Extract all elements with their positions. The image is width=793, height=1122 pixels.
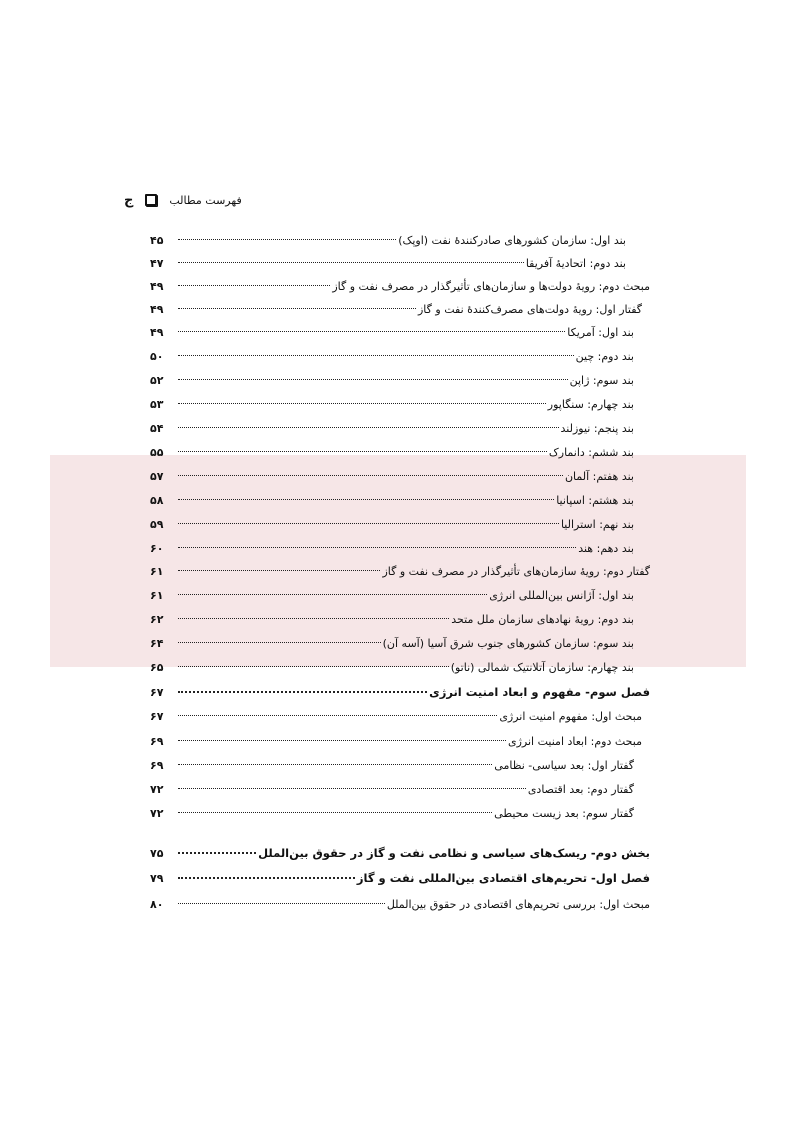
- page-letter: ج: [124, 192, 134, 208]
- leader-dots: [178, 370, 568, 380]
- toc-entry-title: بند چهارم: سنگاپور: [547, 397, 634, 411]
- toc-entry: [150, 230, 650, 250]
- toc-entry-title: فصل اول- تحریم‌های اقتصادی بین‌المللی نفت و گاز: [356, 871, 650, 885]
- toc-entry-title: مبحث اول: بررسی تحریم‌های اقتصادی در حقوق بین‌الملل: [386, 897, 650, 911]
- toc-part-entry: [150, 843, 650, 863]
- toc-entry: [150, 633, 650, 653]
- toc-entry-title: بخش دوم- ریسک‌های سیاسی و نظامی نفت و گاز در حقوق بین‌الملل: [258, 846, 650, 860]
- toc-entry: [150, 346, 650, 366]
- toc-entry-title: بند دوم: اتحادیۀ آفریقا: [525, 256, 626, 270]
- header-title: فهرست مطالب: [169, 193, 242, 207]
- leader-dots: [178, 299, 416, 309]
- toc-entry: [150, 322, 650, 342]
- toc-entry-title: گفتار سوم: بعد زیست محیطی: [494, 806, 634, 820]
- leader-dots: [178, 418, 559, 428]
- toc-entry-title: بند چهارم: سازمان آتلانتیک شمالی (ناتو): [450, 660, 634, 674]
- leader-dots: [178, 346, 574, 356]
- leader-dots: [178, 322, 565, 332]
- toc-page-number: ۴۹: [150, 279, 164, 293]
- leader-dots: [178, 466, 563, 476]
- leader-dots: [178, 868, 355, 879]
- leader-dots: [178, 633, 381, 643]
- toc-entry-title: گفتار اول: رویۀ دولت‌های مصرف‌کنندۀ نفت و گاز: [418, 302, 642, 316]
- toc-entry: [150, 561, 650, 581]
- toc-entry: [150, 514, 650, 534]
- leader-dots: [178, 843, 256, 854]
- toc-entry: [150, 803, 650, 823]
- toc-entry-title: بند ششم: دانمارک: [548, 445, 634, 459]
- toc-entry-title: گفتار دوم: بعد اقتصادی: [527, 782, 634, 796]
- leader-dots: [178, 561, 380, 571]
- toc-page-number: ۷۵: [150, 846, 164, 860]
- leader-dots: [178, 657, 449, 667]
- toc-entry-title: مبحث اول: مفهوم امنیت انرژی: [499, 709, 642, 723]
- leader-dots: [178, 538, 576, 548]
- leader-dots: [178, 682, 427, 693]
- toc-entry-title: بند هشتم: اسپانیا: [556, 493, 634, 507]
- toc-entry-title: مبحث دوم: ابعاد امنیت انرژی: [508, 734, 642, 748]
- toc-page-number: ۷۹: [150, 871, 164, 885]
- toc-page-number: ۸۰: [150, 897, 164, 911]
- toc-page-number: ۵۵: [150, 445, 164, 459]
- toc-page-number: ۶۷: [150, 685, 164, 699]
- toc-entry-title: بند اول: آژانس بین‌المللی انرژی: [489, 588, 634, 602]
- toc-page-number: ۶۹: [150, 758, 164, 772]
- leader-dots: [178, 755, 492, 765]
- leader-dots: [178, 394, 546, 404]
- toc-entry-title: مبحث دوم: رویۀ دولت‌ها و سازمان‌های تأثیرگذار در مصرف نفت و گاز: [332, 279, 650, 293]
- toc-page-number: ۵۸: [150, 493, 164, 507]
- toc-page-number: ۶۱: [150, 564, 164, 578]
- leader-dots: [178, 894, 385, 904]
- toc-entry-title: بند دهم: هند: [578, 541, 634, 555]
- toc-entry: [150, 779, 650, 799]
- toc-chapter-entry: [150, 868, 650, 888]
- toc-page-number: ۶۷: [150, 709, 164, 723]
- toc-entry: [150, 609, 650, 629]
- toc-entry: [150, 394, 650, 414]
- toc-entry: [150, 442, 650, 462]
- toc-entry: [150, 490, 650, 510]
- toc-chapter-entry: [150, 682, 650, 702]
- toc-page-number: ۶۲: [150, 612, 164, 626]
- toc-page-number: ۴۹: [150, 325, 164, 339]
- toc-page-number: ۵۰: [150, 349, 164, 363]
- toc-entry-title: گفتار اول: بعد سیاسی- نظامی: [494, 758, 634, 772]
- toc-entry-title: بند دوم: چین: [575, 349, 634, 363]
- toc-page-number: ۵۷: [150, 469, 164, 483]
- toc-entry-title: گفتار دوم: رویۀ سازمان‌های تأثیرگذار در مصرف نفت و گاز: [382, 564, 650, 578]
- leader-dots: [178, 253, 524, 263]
- toc-page-number: ۴۹: [150, 302, 164, 316]
- toc-entry: [150, 276, 650, 296]
- leader-dots: [178, 230, 396, 240]
- leader-dots: [178, 731, 506, 741]
- toc-entry: [150, 755, 650, 775]
- toc-entry: [150, 657, 650, 677]
- leader-dots: [178, 706, 497, 716]
- toc-page-number: ۴۷: [150, 256, 164, 270]
- leader-dots: [178, 490, 554, 500]
- leader-dots: [178, 514, 559, 524]
- leader-dots: [178, 803, 492, 813]
- toc-page-number: ۵۳: [150, 397, 164, 411]
- toc-entry-title: فصل سوم- مفهوم و ابعاد امنیت انرژی: [429, 685, 650, 699]
- toc-entry-title: بند سوم: سازمان کشورهای جنوب شرق آسیا (آسه آن): [382, 636, 634, 650]
- toc-entry-title: بند سوم: ژاپن: [569, 373, 634, 387]
- page-header: [120, 191, 680, 209]
- leader-dots: [178, 585, 487, 595]
- toc-page-number: ۶۴: [150, 636, 164, 650]
- toc-page-number: ۷۲: [150, 782, 164, 796]
- toc-entry: [150, 585, 650, 605]
- toc-entry: [150, 466, 650, 486]
- toc-page-number: ۶۱: [150, 588, 164, 602]
- square-bullet-icon: [145, 194, 157, 206]
- leader-dots: [178, 442, 547, 452]
- toc-entry-title: بند هفتم: آلمان: [564, 469, 634, 483]
- toc-entry: [150, 706, 650, 726]
- toc-entry: [150, 731, 650, 751]
- toc-page-number: ۶۰: [150, 541, 164, 555]
- toc-entry: [150, 370, 650, 390]
- leader-dots: [178, 779, 526, 789]
- toc-entry: [150, 253, 650, 273]
- leader-dots: [178, 276, 330, 286]
- toc-page-number: ۷۲: [150, 806, 164, 820]
- toc-page-number: ۵۴: [150, 421, 164, 435]
- toc-entry-title: بند دوم: رویۀ نهادهای سازمان ملل متحد: [451, 612, 634, 626]
- toc-entry-title: بند اول: آمریکا: [567, 325, 634, 339]
- toc-page-number: ۴۵: [150, 233, 164, 247]
- toc-page-number: ۵۲: [150, 373, 164, 387]
- toc-entry: [150, 418, 650, 438]
- toc-page-number: ۶۹: [150, 734, 164, 748]
- toc-page-number: ۶۵: [150, 660, 164, 674]
- toc-page-number: ۵۹: [150, 517, 164, 531]
- toc-entry-title: بند نهم: استرالیا: [560, 517, 634, 531]
- toc-entry-title: بند پنجم: نیوزلند: [560, 421, 634, 435]
- toc-entry-title: بند اول: سازمان کشورهای صادرکنندۀ نفت (اوپک): [398, 233, 626, 247]
- leader-dots: [178, 609, 449, 619]
- toc-entry: [150, 299, 650, 319]
- toc-entry: [150, 894, 650, 914]
- toc-entry: [150, 538, 650, 558]
